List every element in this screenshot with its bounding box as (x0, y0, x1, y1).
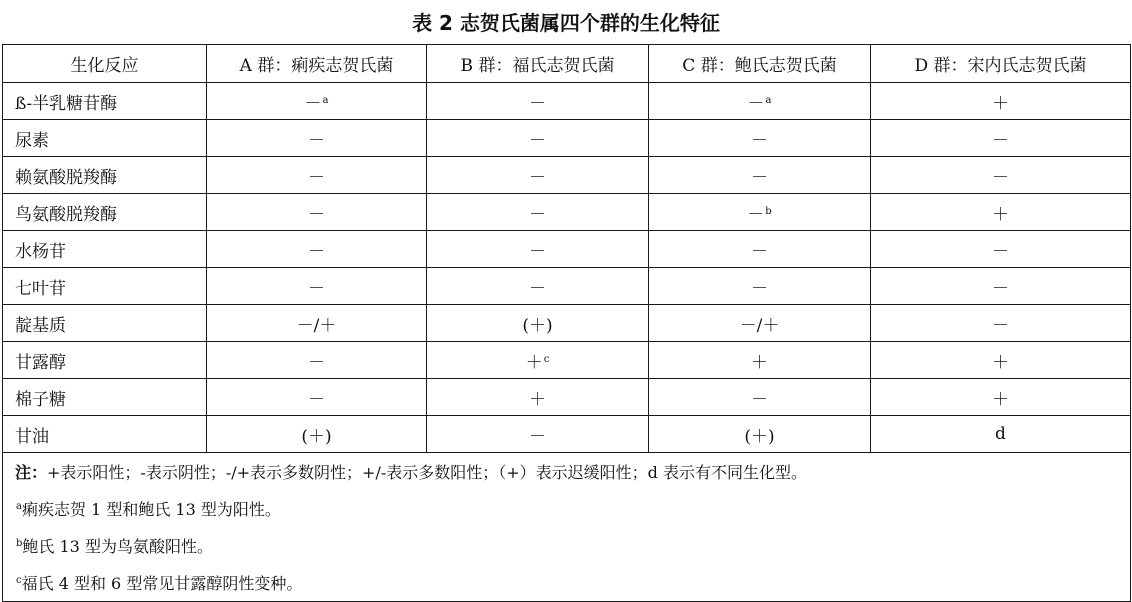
result-cell-c (649, 416, 871, 453)
result-cell-d (871, 268, 1131, 305)
result-cell-b (427, 194, 649, 231)
result-value: (＋) (301, 426, 332, 447)
footnote-row (3, 490, 1131, 527)
header-cell: D 群：宋内氏志贺氏菌 (871, 45, 1131, 83)
result-cell-a (207, 416, 427, 453)
result-value: ＋ (751, 352, 768, 373)
result-value: ＋ (992, 352, 1009, 373)
footnote-row (3, 527, 1131, 564)
result-value: d (995, 424, 1006, 444)
result-value: － (308, 278, 325, 299)
result-cell-c (649, 231, 871, 268)
result-value: － (992, 130, 1009, 151)
result-cell-b (427, 231, 649, 268)
header-cell: B 群：福氏志贺氏菌 (427, 45, 649, 83)
footnote-marker: c (543, 353, 550, 365)
table-title: 表 2 志贺氏菌属四个群的生化特征 (412, 11, 720, 35)
table-row (3, 157, 1131, 194)
footnote-marker: b (765, 205, 772, 217)
result-value: ＋ (525, 352, 543, 373)
result-value: － (992, 278, 1009, 299)
reaction-name: 尿素 (3, 120, 207, 157)
result-value: －/＋ (296, 315, 337, 336)
result-value: － (529, 241, 546, 262)
result-cell-a (207, 231, 427, 268)
result-cell-d (871, 416, 1131, 453)
table-row (3, 379, 1131, 416)
result-value: － (992, 241, 1009, 262)
result-cell-a (207, 268, 427, 305)
result-value: － (751, 130, 768, 151)
result-cell-b (427, 83, 649, 120)
result-cell-a (207, 194, 427, 231)
result-cell-b (427, 379, 649, 416)
result-cell-a (207, 305, 427, 342)
result-value: － (529, 204, 546, 225)
result-value: － (308, 389, 325, 410)
result-cell-c (649, 268, 871, 305)
result-cell-b (427, 305, 649, 342)
footnote-c: $^c$福氏 4 型和 6 型常见甘露醇阴性变种。 (3, 564, 1131, 602)
result-cell-c (649, 305, 871, 342)
result-value: － (529, 93, 546, 114)
table-row (3, 305, 1131, 342)
header-cell: C 群：鲍氏志贺氏菌 (649, 45, 871, 83)
result-value: － (751, 389, 768, 410)
result-cell-d (871, 83, 1131, 120)
header-row (3, 45, 1131, 83)
result-value: ＋ (992, 389, 1009, 410)
result-value: ＋ (992, 93, 1009, 114)
result-value: (＋) (522, 315, 553, 336)
result-cell-c (649, 342, 871, 379)
result-value: － (751, 278, 768, 299)
footnote-b: $^b$鲍氏 13 型为鸟氨酸阳性。 (3, 527, 1131, 564)
result-value: － (751, 167, 768, 188)
table-row (3, 83, 1131, 120)
reaction-name: 七叶苷 (3, 268, 207, 305)
result-value: － (308, 241, 325, 262)
result-cell-a (207, 83, 427, 120)
result-cell-d (871, 194, 1131, 231)
result-cell-d (871, 379, 1131, 416)
reaction-name: 水杨苷 (3, 231, 207, 268)
result-cell-b (427, 268, 649, 305)
table-row (3, 120, 1131, 157)
result-cell-b (427, 157, 649, 194)
result-value: － (308, 130, 325, 151)
header-cell: 生化反应 (3, 45, 207, 83)
result-value: ＋ (529, 389, 546, 410)
result-value: －/＋ (739, 315, 780, 336)
result-cell-c (649, 120, 871, 157)
result-cell-a (207, 157, 427, 194)
table-row (3, 231, 1131, 268)
reaction-name: 靛基质 (3, 305, 207, 342)
result-value: － (751, 241, 768, 262)
reaction-name: ß-半乳糖苷酶 (3, 83, 207, 120)
result-value: ＋ (992, 204, 1009, 225)
result-value: － (529, 167, 546, 188)
result-cell-c (649, 379, 871, 416)
result-cell-d (871, 342, 1131, 379)
result-cell-c (649, 157, 871, 194)
result-value: － (308, 352, 325, 373)
footnote-row (3, 564, 1131, 602)
result-value: － (308, 204, 325, 225)
footnote-marker: a (322, 94, 329, 106)
result-cell-c (649, 83, 871, 120)
result-cell-a (207, 120, 427, 157)
table-row (3, 416, 1131, 453)
biochem-table (2, 44, 1131, 602)
reaction-name: 甘油 (3, 416, 207, 453)
note-row (3, 453, 1131, 491)
result-value: (＋) (744, 426, 775, 447)
header-cell: A 群：痢疾志贺氏菌 (207, 45, 427, 83)
table-row (3, 194, 1131, 231)
result-cell-a (207, 342, 427, 379)
table-row (3, 268, 1131, 305)
result-cell-c (649, 194, 871, 231)
result-value: － (529, 426, 546, 447)
result-value: － (304, 93, 322, 114)
note-main: 注：+表示阳性；-表示阴性；-/+表示多数阴性；+/-表示多数阳性；（+）表示迟缓阳性；d 表示有不同生化型。 (3, 453, 1131, 491)
result-cell-a (207, 379, 427, 416)
result-value: － (992, 167, 1009, 188)
reaction-name: 棉子糖 (3, 379, 207, 416)
footnote-marker: a (765, 94, 772, 106)
result-cell-d (871, 231, 1131, 268)
result-cell-b (427, 342, 649, 379)
footnote-a: $^a$痢疾志贺 1 型和鲍氏 13 型为阳性。 (3, 490, 1131, 527)
result-cell-d (871, 157, 1131, 194)
result-cell-d (871, 305, 1131, 342)
result-value: － (308, 167, 325, 188)
result-cell-b (427, 120, 649, 157)
reaction-name: 甘露醇 (3, 342, 207, 379)
result-value: － (529, 278, 546, 299)
result-cell-b (427, 416, 649, 453)
result-value: － (747, 93, 765, 114)
result-value: － (747, 204, 765, 225)
result-value: － (992, 315, 1009, 336)
table-row (3, 342, 1131, 379)
reaction-name: 赖氨酸脱羧酶 (3, 157, 207, 194)
result-cell-d (871, 120, 1131, 157)
reaction-name: 鸟氨酸脱羧酶 (3, 194, 207, 231)
result-value: － (529, 130, 546, 151)
